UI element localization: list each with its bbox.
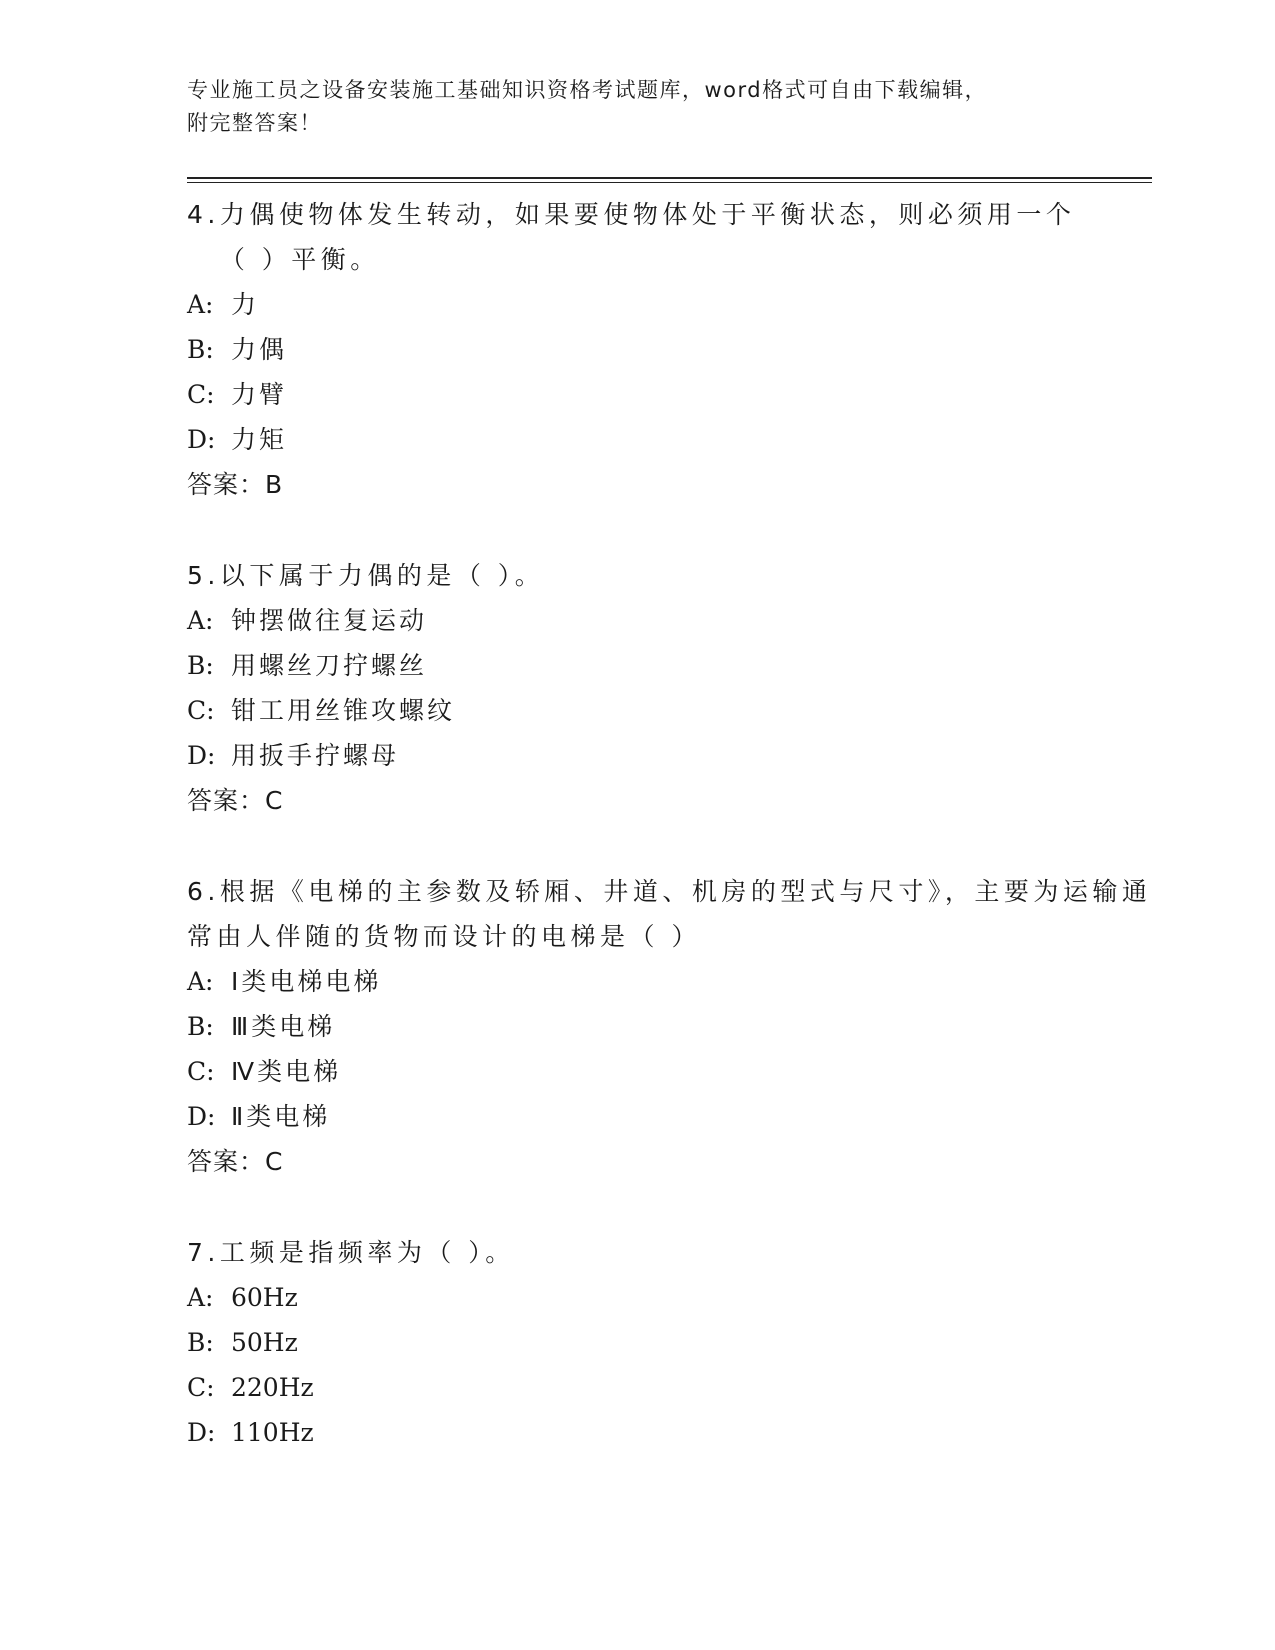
option-letter: D: <box>187 1418 216 1447</box>
option-text: 力矩 <box>231 425 288 454</box>
question-5 <box>187 553 1152 823</box>
option-text: 钳工用丝锥攻螺纹 <box>231 696 456 725</box>
question-stem: 根据《电梯的主参数及轿厢、井道、机房的型式与尺寸》，主要为运输通常由人伴随的货物而设计的电梯是（ ） <box>187 877 1152 951</box>
option-letter: C: <box>187 1373 215 1402</box>
option-letter: D: <box>187 425 216 454</box>
option-a <box>187 598 1152 643</box>
option-letter: C: <box>187 380 215 409</box>
question-number: 7. <box>187 1238 220 1267</box>
option-text: 60Hz <box>231 1283 298 1312</box>
option-text: 110Hz <box>231 1418 314 1447</box>
question-number: 5. <box>187 561 220 590</box>
answer-label: 答案： <box>187 470 266 499</box>
option-a <box>187 282 1152 327</box>
question-text <box>187 1230 1152 1275</box>
option-d <box>187 1410 1152 1455</box>
option-text: 用扳手拧螺母 <box>231 741 400 770</box>
answer-value: C <box>265 1147 284 1176</box>
option-c <box>187 688 1152 733</box>
option-text: 钟摆做往复运动 <box>231 606 428 635</box>
question-list <box>187 192 1152 1455</box>
option-text: Ⅳ类电梯 <box>231 1057 342 1086</box>
answer-line <box>187 462 1152 507</box>
header-line-1: 专业施工员之设备安装施工基础知识资格考试题库，word格式可自由下载编辑， <box>187 78 988 102</box>
option-letter: B: <box>187 1328 214 1357</box>
option-letter: A: <box>187 290 214 319</box>
option-text: 力 <box>231 290 260 319</box>
option-letter: B: <box>187 1012 214 1041</box>
question-text <box>187 192 1152 282</box>
option-text: 力偶 <box>231 335 288 364</box>
option-text: Ⅱ类电梯 <box>231 1102 331 1131</box>
option-letter: C: <box>187 696 215 725</box>
option-a <box>187 1275 1152 1320</box>
option-letter: C: <box>187 1057 215 1086</box>
question-stem: 工频是指频率为（ ）。 <box>219 1238 515 1267</box>
question-stem: 以下属于力偶的是（ ）。 <box>219 561 545 590</box>
option-b <box>187 1004 1152 1049</box>
option-c <box>187 1365 1152 1410</box>
answer-value: B <box>265 470 284 499</box>
question-7 <box>187 1230 1152 1455</box>
option-letter: A: <box>187 606 214 635</box>
option-letter: B: <box>187 651 214 680</box>
question-text <box>187 869 1152 959</box>
option-text: 50Hz <box>231 1328 298 1357</box>
option-letter: A: <box>187 1283 214 1312</box>
question-text <box>187 553 1152 598</box>
option-letter: A: <box>187 967 214 996</box>
answer-label: 答案： <box>187 1147 266 1176</box>
option-b <box>187 327 1152 372</box>
option-d <box>187 1094 1152 1139</box>
answer-value: C <box>265 786 284 815</box>
option-b <box>187 643 1152 688</box>
option-a <box>187 959 1152 1004</box>
option-d <box>187 417 1152 462</box>
option-text: Ⅲ类电梯 <box>231 1012 336 1041</box>
header-divider <box>187 177 1152 183</box>
question-number: 4. <box>187 200 220 229</box>
question-4 <box>187 192 1152 507</box>
option-c <box>187 1049 1152 1094</box>
option-text: Ⅰ类电梯电梯 <box>231 967 382 996</box>
question-stem: 力偶使物体发生转动，如果要使物体处于平衡状态，则必须用一个（ ）平衡。 <box>219 200 1076 274</box>
question-6 <box>187 869 1152 1184</box>
answer-line <box>187 1139 1152 1184</box>
option-c <box>187 372 1152 417</box>
option-letter: D: <box>187 741 216 770</box>
answer-line <box>187 778 1152 823</box>
question-number: 6. <box>187 877 220 906</box>
header-line-2: 附完整答案！ <box>187 111 322 135</box>
option-b <box>187 1320 1152 1365</box>
option-d <box>187 733 1152 778</box>
document-header <box>187 74 1087 140</box>
option-text: 力臂 <box>231 380 288 409</box>
option-text: 220Hz <box>231 1373 314 1402</box>
answer-label: 答案： <box>187 786 266 815</box>
option-text: 用螺丝刀拧螺丝 <box>231 651 428 680</box>
option-letter: D: <box>187 1102 216 1131</box>
option-letter: B: <box>187 335 214 364</box>
